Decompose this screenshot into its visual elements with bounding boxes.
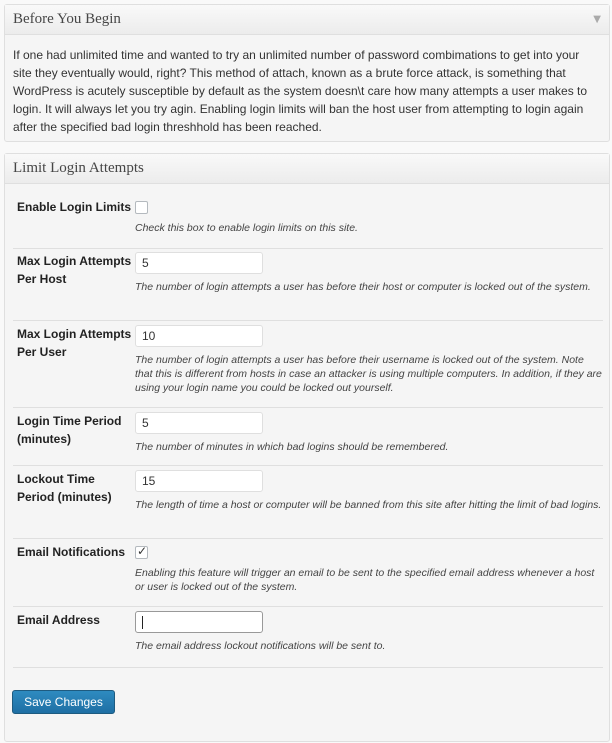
checkmark-icon: ✓ [137,544,148,558]
lockout-time-period-input[interactable]: 15 [135,470,263,492]
enable-login-limits-label: Enable Login Limits [17,200,132,214]
row-max-attempts-per-host [13,252,603,321]
max-attempts-per-host-input[interactable]: 5 [135,252,263,274]
max-attempts-per-host-label: Max Login Attempts Per Host [17,254,132,286]
login-time-period-label: Login Time Period (minutes) [17,414,122,446]
email-notifications-description: Enabling this feature will trigger an email to be sent to the specified email address whenever a host or user is locked out of the system. [135,567,595,593]
login-time-period-input[interactable]: 5 [135,412,263,434]
row-email-address [13,611,603,668]
email-notifications-label: Email Notifications [17,545,126,559]
enable-login-limits-checkbox[interactable] [135,201,148,214]
email-address-label: Email Address [17,613,100,627]
row-login-time-period [13,412,603,466]
lockout-time-period-description: The length of time a host or computer will be banned from this site after hitting the limit of bad logins. [135,499,602,511]
intro-panel [4,4,610,142]
arrow-down-icon[interactable]: ▼ [593,14,601,25]
row-max-attempts-per-user [13,325,603,408]
settings-panel-header [5,154,609,184]
intro-text: If one had unlimited time and wanted to try an unlimited number of password combimations to get into your site they eventually would, right? This method of attach, known as a brute force attack, is something that WordPress is acutely susceptible by default as the system doesn\t care how many attempts a user makes to login. It will always let you try agin. Enabling login limits will ban the host user from attempting to login again after the specified bad login threshhold has been reached. [13,48,588,134]
max-attempts-per-user-label: Max Login Attempts Per User [17,327,132,359]
login-time-period-description: The number of minutes in which bad logins should be remembered. [135,441,449,453]
enable-login-limits-description: Check this box to enable login limits on this site. [135,222,358,234]
lockout-time-period-label: Lockout Time Period (minutes) [17,472,112,504]
save-changes-button[interactable]: Save Changes [12,690,115,714]
max-attempts-per-user-input[interactable]: 10 [135,325,263,347]
email-address-description: The email address lockout notifications will be sent to. [135,640,386,652]
row-email-notifications [13,543,603,607]
email-address-input[interactable] [135,611,263,633]
settings-panel-title: Limit Login Attempts [13,160,144,176]
intro-panel-header[interactable] [5,5,609,35]
email-notifications-checkbox[interactable] [135,546,148,559]
row-enable-login-limits [13,198,603,249]
max-attempts-per-host-description: The number of login attempts a user has before their host or computer is locked out of the system. [135,281,591,293]
row-lockout-time-period [13,470,603,539]
text-cursor [142,616,143,629]
intro-panel-title: Before You Begin [13,11,121,27]
settings-panel [4,153,610,742]
max-attempts-per-user-description: The number of login attempts a user has before their username is locked out of the system. Note that this is different from hosts in case an attacker is using multiple computers. In addition, if they are using your login name you could be locked out yourself. [135,354,602,394]
